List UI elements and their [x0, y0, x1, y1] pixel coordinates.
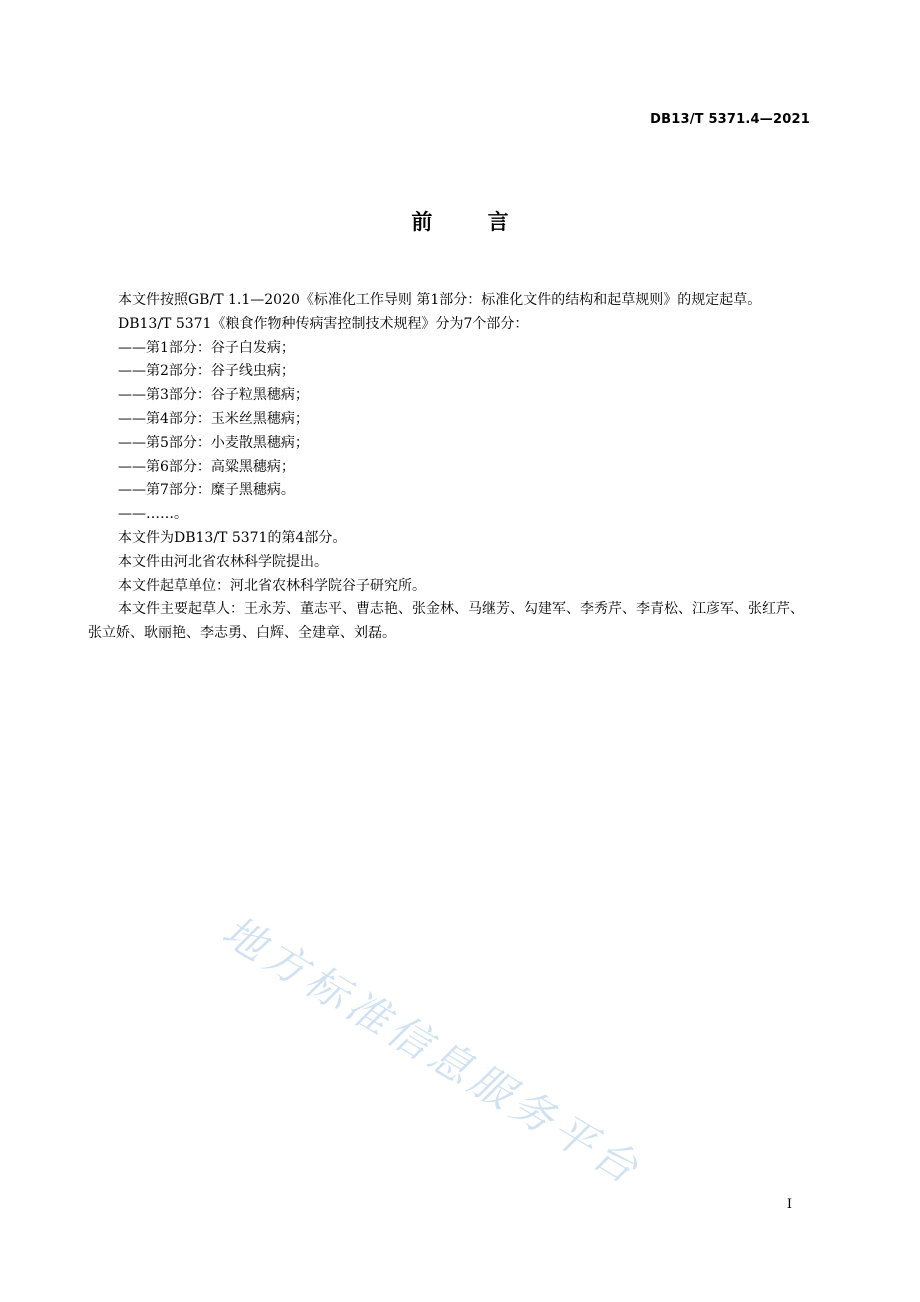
- list-item: ——第4部分：玉米丝黑穗病；: [118, 410, 309, 427]
- paragraph-parts-intro: DB13/T 5371《粮食作物种传病害控制技术规程》分为7个部分：: [118, 315, 529, 332]
- document-body: [88, 289, 804, 646]
- document-code: DB13/T 5371.4—2021: [650, 112, 810, 127]
- list-item: ——第2部分：谷子线虫病；: [118, 363, 295, 380]
- page-number: I: [786, 1197, 792, 1212]
- list-item: ——第3部分：谷子粒黑穗病；: [118, 387, 309, 404]
- statement-proposer: 本文件由河北省农林科学院提出。: [118, 553, 328, 570]
- list-item: ——第7部分：糜子黑穗病。: [118, 482, 295, 499]
- page-title: 前 言: [411, 210, 533, 234]
- list-item: ——第6部分：高粱黑穗病；: [118, 458, 295, 475]
- list-item: ——……。: [118, 506, 188, 523]
- paragraph-drafting-basis: 本文件按照GB/T 1.1—2020《标准化工作导则 第1部分：标准化文件的结构和起草规则》的规定起草。: [118, 292, 762, 308]
- watermark: 地方标准信息服务平台: [214, 906, 651, 1196]
- statement-part-number: 本文件为DB13/T 5371的第4部分。: [118, 529, 347, 546]
- statement-drafting-unit: 本文件起草单位：河北省农林科学院谷子研究所。: [118, 577, 426, 594]
- list-item: ——第5部分：小麦散黑穗病；: [118, 434, 309, 451]
- statement-drafters: 本文件主要起草人：王永芳、董志平、曹志艳、张金林、马继芳、勾建军、李秀芹、李青松、江彦军、张红芹、张立娇、耿丽艳、李志勇、白辉、全建章、刘磊。: [88, 601, 804, 642]
- parts-list: [88, 337, 804, 527]
- list-item: ——第1部分：谷子白发病；: [118, 339, 295, 356]
